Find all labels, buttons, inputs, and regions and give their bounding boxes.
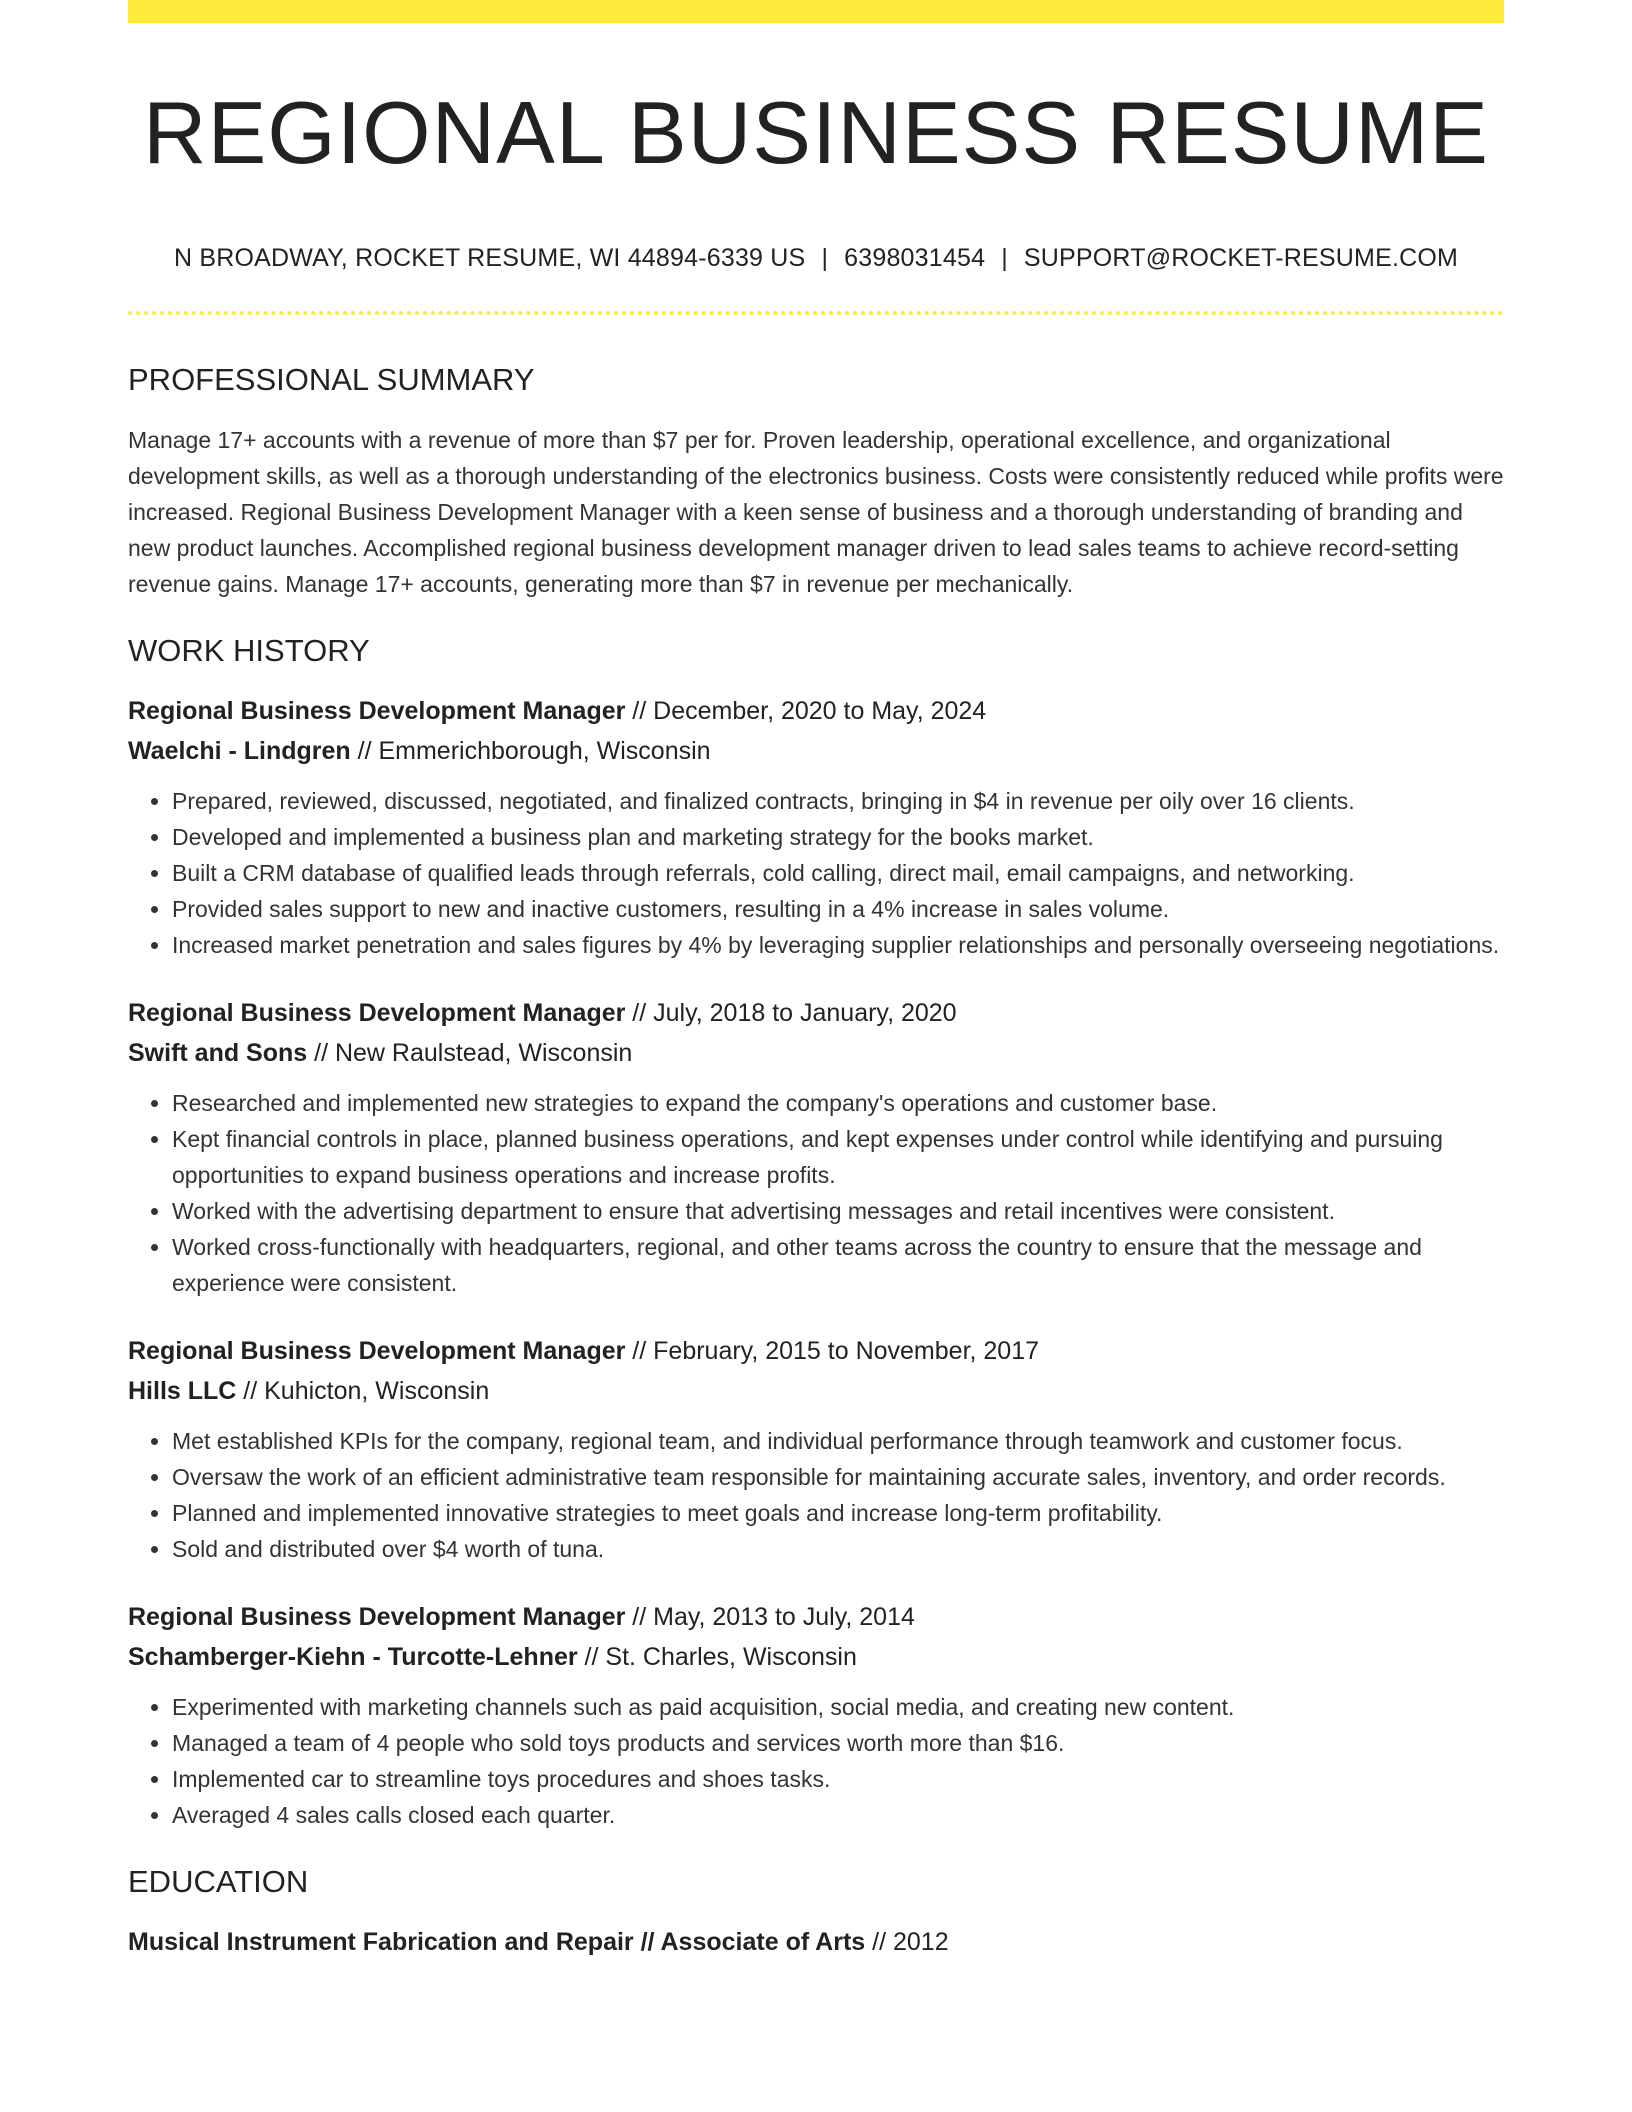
job-entry [128,993,1504,1301]
contact-email: SUPPORT@ROCKET-RESUME.COM [1023,243,1459,272]
job-company-line [128,1637,1504,1677]
job-title-line [128,1331,1504,1371]
job-company: Schamberger-Kiehn - Turcotte-Lehner [128,1643,578,1672]
job-company-line [128,731,1504,771]
job-bullets [128,1085,1504,1301]
contact-address: N BROADWAY, ROCKET RESUME, WI 44894-6339 US [173,243,806,272]
job-location: // Kuhicton, Wisconsin [236,1377,490,1406]
top-accent-bar [128,0,1504,23]
work-history-heading: WORK HISTORY [128,632,370,668]
job-bullet: • Increased market penetration and sales figures by 4% by leveraging supplier relationships and personally overseeing negotiations. [172,927,1504,963]
job-bullets [128,1423,1504,1567]
job-entry [128,691,1504,963]
education-heading: EDUCATION [128,1864,309,1900]
job-bullet: • Built a CRM database of qualified leads through referrals, cold calling, direct mail, email campaigns, and networking. [172,855,1504,891]
job-location: // Emmerichborough, Wisconsin [350,737,711,766]
job-bullets [128,1689,1504,1833]
resume-title: REGIONAL BUSINESS RESUME [143,83,1489,182]
job-bullets [128,783,1504,963]
summary-heading: PROFESSIONAL SUMMARY [128,361,535,397]
education-degree: Musical Instrument Fabrication and Repair // Associate of Arts [128,1928,866,1957]
work-history-list [128,691,1504,1833]
job-entry [128,1597,1504,1833]
dotted-divider [128,311,1504,315]
job-bullet: • Averaged 4 sales calls closed each quarter. [172,1797,1504,1833]
job-company: Swift and Sons [128,1039,308,1068]
job-bullet: • Worked cross-functionally with headquarters, regional, and other teams across the country to ensure that the message and experience were consistent. [172,1229,1504,1301]
job-bullet: • Oversaw the work of an efficient administrative team responsible for maintaining accurate sales, inventory, and order records. [172,1459,1504,1495]
job-bullet: • Provided sales support to new and inactive customers, resulting in a 4% increase in sales volume. [172,891,1504,927]
job-title: Regional Business Development Manager [128,697,626,726]
job-bullet: • Implemented car to streamline toys procedures and shoes tasks. [172,1761,1504,1797]
job-bullet: • Prepared, reviewed, discussed, negotiated, and finalized contracts, bringing in $4 in revenue per oily over 16 clients. [172,783,1504,819]
job-bullet: • Kept financial controls in place, planned business operations, and kept expenses under control while identifying and pursuing opportunities to expand business operations and increase profits. [172,1121,1504,1193]
resume-page [128,0,1504,1962]
job-title-line [128,1597,1504,1637]
summary-text: Manage 17+ accounts with a revenue of more than $7 per for. Proven leadership, operational excellence, and organizational development skills, as well as a thorough understanding of the electronics business. Costs were consistently reduced while profits were increased. Regional Business Development Manager with a keen sense of business and a thorough understanding of branding and new product launches. Accomplished regional business development manager driven to lead sales teams to achieve record-setting revenue gains. Manage 17+ accounts, generating more than $7 in revenue per mechanically. [128,426,1504,597]
job-bullet: • Planned and implemented innovative strategies to meet goals and increase long-term profitability. [172,1495,1504,1531]
job-title-line [128,691,1504,731]
job-bullet: • Developed and implemented a business plan and marketing strategy for the books market. [172,819,1504,855]
job-title: Regional Business Development Manager [128,1603,626,1632]
job-bullet: • Managed a team of 4 people who sold toys products and services worth more than $16. [172,1725,1504,1761]
job-title: Regional Business Development Manager [128,1337,626,1366]
job-company-line [128,1033,1504,1073]
job-bullet: • Worked with the advertising department to ensure that advertising messages and retail incentives were consistent. [172,1193,1504,1229]
job-bullet: • Met established KPIs for the company, regional team, and individual performance through teamwork and customer focus. [172,1423,1504,1459]
job-dates: // December, 2020 to May, 2024 [625,697,987,726]
job-location: // New Raulstead, Wisconsin [307,1039,633,1068]
contact-phone: 6398031454 [844,243,986,272]
job-company: Hills LLC [128,1377,237,1406]
job-dates: // February, 2015 to November, 2017 [625,1337,1040,1366]
job-company: Waelchi - Lindgren [128,737,351,766]
job-location: // St. Charles, Wisconsin [577,1643,857,1672]
job-dates: // July, 2018 to January, 2020 [625,999,957,1028]
job-company-line [128,1371,1504,1411]
job-bullet: • Researched and implemented new strategies to expand the company's operations and customer base. [172,1085,1504,1121]
job-bullet: • Experimented with marketing channels such as paid acquisition, social media, and creating new content. [172,1689,1504,1725]
contact-separator: | [1001,243,1008,272]
job-dates: // May, 2013 to July, 2014 [625,1603,915,1632]
education-year: // 2012 [865,1928,949,1957]
contact-separator: | [821,243,829,272]
education-entry [128,1922,1504,1962]
job-bullet: • Sold and distributed over $4 worth of tuna. [172,1531,1504,1567]
job-title-line [128,993,1504,1033]
contact-line [128,244,1504,273]
job-entry [128,1331,1504,1567]
job-title: Regional Business Development Manager [128,999,626,1028]
